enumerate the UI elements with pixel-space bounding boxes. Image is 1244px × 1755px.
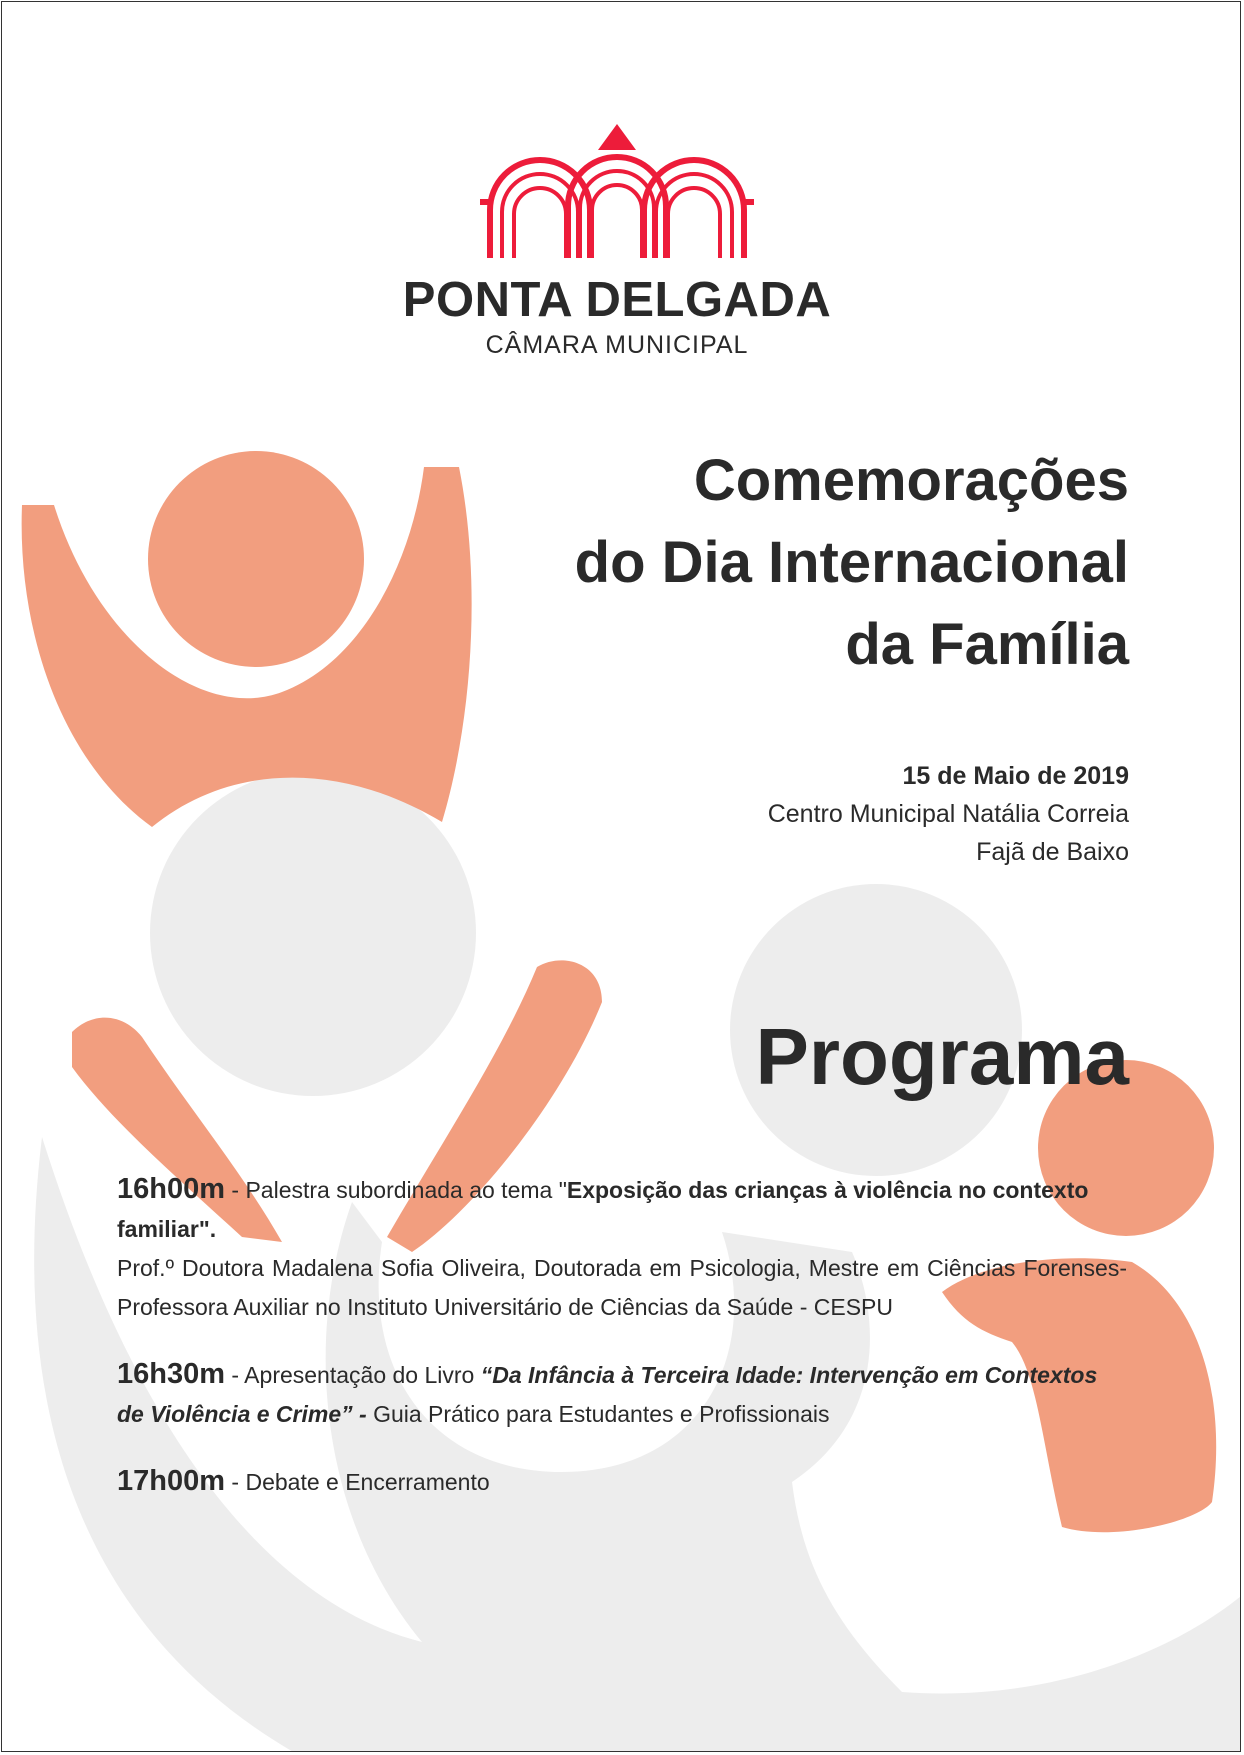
grey-head-left [150, 770, 476, 1096]
program-item [117, 1462, 1127, 1502]
title-line-2: do Dia Internacional [574, 530, 1129, 595]
item-time: 17h00m [117, 1465, 226, 1497]
program-item [117, 1170, 1127, 1327]
item-speaker: Prof.º Doutora Madalena Sofia Oliveira, Doutorada em Psicologia, Mestre em Ciências Forenses- Professora Auxiliar no Instituto Universitário de Ciências da Saúde - CESPU [117, 1255, 1127, 1320]
title-line-3: da Família [845, 612, 1129, 677]
arches-icon [480, 120, 754, 258]
program-heading: Programa [755, 1012, 1129, 1101]
poster-frame [1, 1, 1241, 1752]
program-list [117, 1170, 1127, 1530]
item-book-title: “Da Infância à Terceira Idade: Intervenção em Contextos de Violência e Crime” - [117, 1362, 1098, 1427]
brand-subtitle: CÂMARA MUNICIPAL [485, 331, 749, 359]
item-text: - Palestra subordinada ao tema " [225, 1177, 567, 1203]
item-highlight: Exposição das crianças à violência no contexto familiar". [117, 1177, 1089, 1242]
item-after: Guia Prático para Estudantes e Profissionais [366, 1401, 830, 1427]
brand-name: PONTA DELGADA [402, 273, 832, 327]
title-line-1: Comemorações [693, 448, 1129, 513]
program-item [117, 1355, 1127, 1434]
event-date: 15 de Maio de 2019 [902, 762, 1129, 790]
event-venue: Centro Municipal Natália Correia [767, 800, 1129, 828]
item-text: - Apresentação do Livro [225, 1362, 481, 1388]
item-text: - Debate e Encerramento [225, 1469, 490, 1495]
item-time: 16h00m [117, 1173, 226, 1205]
event-info [768, 757, 1129, 871]
event-title [575, 440, 1129, 686]
item-time: 16h30m [117, 1358, 226, 1390]
logo [397, 120, 837, 360]
event-place: Fajã de Baixo [976, 838, 1129, 866]
salmon-head [148, 451, 364, 667]
